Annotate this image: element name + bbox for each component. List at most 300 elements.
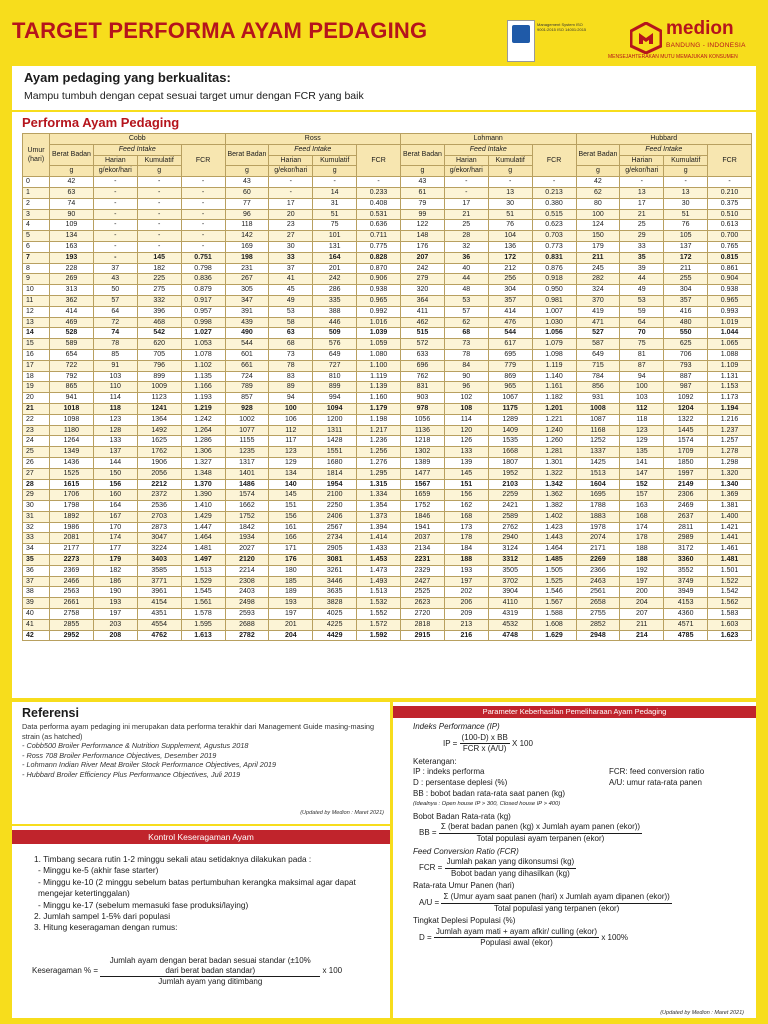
cell-umur: 23	[23, 425, 50, 436]
table-cell: 649	[576, 349, 620, 360]
table-cell: 1.044	[708, 328, 752, 339]
table-cell: -	[444, 187, 488, 198]
d-title: Tingkat Deplesi Populasi (%)	[413, 916, 516, 926]
table-cell: -	[181, 231, 225, 242]
table-cell: 156	[444, 490, 488, 501]
table-cell: 1.217	[357, 425, 401, 436]
table-cell: 419	[576, 306, 620, 317]
table-cell: 589	[50, 339, 94, 350]
table-cell: 42	[50, 177, 94, 188]
table-cell: 1.447	[181, 522, 225, 533]
table-cell: 1.629	[532, 630, 576, 641]
kontrol-heading: Kontrol Keseragaman Ayam	[12, 830, 390, 844]
table-cell: 1.166	[181, 382, 225, 393]
table-cell: 4025	[313, 609, 357, 620]
table-cell: 2214	[225, 565, 269, 576]
table-cell: 57	[444, 306, 488, 317]
table-cell: 320	[401, 285, 445, 296]
table-cell: -	[93, 231, 137, 242]
table-cell: 2037	[401, 533, 445, 544]
bb-formula	[413, 822, 753, 844]
table-cell: 1.276	[357, 457, 401, 468]
cell-umur: 27	[23, 468, 50, 479]
table-cell: 1486	[225, 479, 269, 490]
table-cell: 197	[444, 576, 488, 587]
table-cell: 13	[488, 187, 532, 198]
unit-g-ekor-hari: g/ekor/hari	[269, 166, 313, 177]
table-cell: 1535	[488, 436, 532, 447]
table-cell: 245	[576, 263, 620, 274]
table-cell: 0.408	[357, 198, 401, 209]
bb-denominator: Total populasi ayam terpanen (ekor)	[476, 833, 605, 843]
table-cell: 85	[93, 349, 137, 360]
table-cell: 30	[488, 198, 532, 209]
table-cell: 0.210	[708, 187, 752, 198]
table-row	[23, 274, 752, 285]
table-cell: 1.525	[532, 576, 576, 587]
table-cell: 857	[225, 393, 269, 404]
cell-umur: 14	[23, 328, 50, 339]
table-cell: 3312	[488, 555, 532, 566]
cell-umur: 13	[23, 317, 50, 328]
intro-box	[12, 66, 756, 110]
table-cell: 1.532	[357, 598, 401, 609]
table-cell: 62	[444, 317, 488, 328]
table-cell: 1123	[137, 393, 181, 404]
table-cell: 78	[444, 349, 488, 360]
brand-location: BANDUNG - INDONESIA	[666, 42, 746, 49]
table-cell: 53	[269, 306, 313, 317]
table-cell: 0.828	[357, 252, 401, 263]
table-cell: 1235	[225, 447, 269, 458]
table-cell: 76	[488, 220, 532, 231]
table-cell: 201	[313, 263, 357, 274]
table-cell: 148	[401, 231, 445, 242]
table-cell: 1.464	[532, 544, 576, 555]
table-cell: 4429	[313, 630, 357, 641]
referensi-intro: Data performa ayam pedaging ini merupakan data performa terakhir dari Management Guide masing-masing strain (as hatched)	[22, 722, 375, 741]
table-cell: 2703	[137, 511, 181, 522]
table-cell: 1002	[225, 414, 269, 425]
table-cell: -	[137, 187, 181, 198]
table-cell: 468	[137, 317, 181, 328]
table-cell: 134	[50, 231, 94, 242]
table-cell: 364	[401, 295, 445, 306]
table-cell: 439	[225, 317, 269, 328]
table-cell: 152	[620, 479, 664, 490]
table-cell: 2056	[137, 468, 181, 479]
table-cell: 150	[576, 231, 620, 242]
table-cell: 1067	[488, 393, 532, 404]
cell-umur: 22	[23, 414, 50, 425]
unit-g: g	[137, 166, 181, 177]
table-cell: 1.237	[708, 425, 752, 436]
intro-heading: Ayam pedaging yang berkualitas:	[24, 70, 231, 85]
d-fraction	[434, 927, 599, 949]
kontrol-item: 1. Timbang secara rutin 1-2 minggu sekali atau setidaknya dilakukan pada :	[34, 854, 312, 864]
table-cell: 2231	[401, 555, 445, 566]
table-cell: 2259	[488, 490, 532, 501]
referensi-body	[22, 722, 384, 780]
table-cell: 123	[620, 425, 664, 436]
table-cell: 1.473	[357, 565, 401, 576]
table-cell: 1311	[313, 425, 357, 436]
table-cell: -	[137, 220, 181, 231]
cell-umur: 19	[23, 382, 50, 393]
table-cell: 129	[620, 436, 664, 447]
table-cell: 87	[620, 360, 664, 371]
table-cell: 135	[620, 447, 664, 458]
table-cell: 1204	[664, 403, 708, 414]
table-cell: 174	[620, 522, 664, 533]
table-cell: 1264	[50, 436, 94, 447]
table-cell: 193	[50, 252, 94, 263]
formula-fraction	[100, 956, 320, 986]
table-cell: 789	[225, 382, 269, 393]
table-cell: 1.198	[357, 414, 401, 425]
table-cell: 1.362	[532, 490, 576, 501]
table-cell: 1.080	[357, 349, 401, 360]
col-kumulatif: Kumulatif	[488, 155, 532, 166]
table-cell: 705	[137, 349, 181, 360]
table-row	[23, 263, 752, 274]
table-cell: 179	[93, 555, 137, 566]
table-cell: 793	[664, 360, 708, 371]
table-row	[23, 619, 752, 630]
table-cell: 1.453	[357, 555, 401, 566]
table-cell: 3771	[137, 576, 181, 587]
table-cell: 2027	[225, 544, 269, 555]
referensi-item: - Cobb500 Broiler Performance & Nutrition Supplement, Agustus 2018	[22, 741, 249, 751]
table-cell: 1492	[137, 425, 181, 436]
table-cell: 1551	[313, 447, 357, 458]
table-cell: 1.400	[708, 511, 752, 522]
table-cell: 197	[93, 609, 137, 620]
table-cell: 1.402	[532, 511, 576, 522]
table-cell: -	[664, 177, 708, 188]
table-cell: 391	[225, 306, 269, 317]
table-cell: 1087	[576, 414, 620, 425]
table-cell: 201	[269, 619, 313, 630]
table-cell: 21	[444, 209, 488, 220]
table-cell: 0.879	[181, 285, 225, 296]
table-cell: 1842	[225, 522, 269, 533]
table-row	[23, 414, 752, 425]
table-cell: 197	[620, 576, 664, 587]
table-cell: 779	[488, 360, 532, 371]
table-cell: 0.531	[357, 209, 401, 220]
table-cell: 1662	[225, 501, 269, 512]
performance-heading: Performa Ayam Pedaging	[22, 115, 180, 130]
table-cell: 206	[444, 598, 488, 609]
table-cell: 1056	[401, 414, 445, 425]
table-cell: 0.375	[708, 198, 752, 209]
referensi-item: - Ross 708 Broiler Performance Objectives, Desember 2019	[22, 750, 217, 760]
table-cell: 1567	[401, 479, 445, 490]
table-cell: 209	[444, 609, 488, 620]
table-cell: 94	[620, 371, 664, 382]
table-cell: 118	[620, 414, 664, 425]
ip-label: IP =	[443, 738, 458, 748]
table-cell: 0.700	[708, 231, 752, 242]
table-cell: 0.213	[532, 187, 576, 198]
table-cell: 1625	[137, 436, 181, 447]
table-cell: 4153	[664, 598, 708, 609]
table-cell: 142	[225, 231, 269, 242]
table-cell: 1.461	[708, 544, 752, 555]
table-cell: 1.098	[532, 349, 576, 360]
table-cell: 100	[620, 382, 664, 393]
table-cell: 1814	[313, 468, 357, 479]
table-cell: 696	[401, 360, 445, 371]
table-cell: 170	[93, 522, 137, 533]
table-cell: 2081	[50, 533, 94, 544]
table-cell: 0.917	[181, 295, 225, 306]
certification-text: Management System ISO 9001:2015 ISO 14001:2015	[537, 22, 587, 32]
table-cell: 1.256	[357, 447, 401, 458]
table-cell: 2762	[488, 522, 532, 533]
ket-au: A/U: umur rata-rata panen	[609, 777, 702, 787]
cell-umur: 25	[23, 447, 50, 458]
table-cell: -	[181, 209, 225, 220]
table-cell: 2177	[50, 544, 94, 555]
table-row	[23, 576, 752, 587]
table-cell: 1680	[313, 457, 357, 468]
au-numerator: Σ (Umur ayam saat panen (hari) x Jumlah ayam dipanen (ekor))	[441, 892, 671, 904]
table-cell: 903	[401, 393, 445, 404]
formula-label: Keseragaman % =	[32, 966, 99, 976]
col-harian: Harian	[444, 155, 488, 166]
table-cell: 2905	[313, 544, 357, 555]
table-cell: 20	[269, 209, 313, 220]
table-cell: 184	[444, 544, 488, 555]
table-cell: 1018	[50, 403, 94, 414]
table-cell: 661	[225, 360, 269, 371]
table-cell: 1077	[225, 425, 269, 436]
table-cell: 150	[93, 468, 137, 479]
table-cell: 282	[576, 274, 620, 285]
table-cell: 3585	[137, 565, 181, 576]
table-cell: 0.938	[357, 285, 401, 296]
table-cell: 207	[401, 252, 445, 263]
table-cell: 160	[93, 490, 137, 501]
table-cell: 784	[576, 371, 620, 382]
intro-subheading: Mampu tumbuh dengan cepat sesuai target umur dengan FCR yang baik	[24, 90, 364, 102]
table-cell: 1.027	[181, 328, 225, 339]
table-cell: 4351	[137, 609, 181, 620]
table-cell: 1.603	[708, 619, 752, 630]
kontrol-section	[12, 826, 390, 1018]
table-cell: 177	[93, 544, 137, 555]
table-cell: 212	[488, 263, 532, 274]
referensi-updated: (Updated by Medion : Maret 2021)	[300, 810, 384, 816]
table-cell: 100	[576, 209, 620, 220]
table-cell: 211	[664, 263, 708, 274]
table-cell: -	[181, 220, 225, 231]
table-cell: 0.510	[708, 209, 752, 220]
unit-g: g	[488, 166, 532, 177]
table-cell: 1.056	[532, 328, 576, 339]
table-cell: 2498	[225, 598, 269, 609]
table-cell: 144	[93, 457, 137, 468]
table-cell: 203	[93, 619, 137, 630]
table-cell: 1.286	[181, 436, 225, 447]
cell-umur: 37	[23, 576, 50, 587]
ip-multiplier: X 100	[512, 738, 533, 748]
table-cell: 202	[444, 587, 488, 598]
cell-umur: 3	[23, 209, 50, 220]
table-cell: 1615	[50, 479, 94, 490]
table-cell: 172	[664, 252, 708, 263]
table-cell: 32	[444, 241, 488, 252]
table-cell: 17	[269, 198, 313, 209]
col-berat-badan: Berat Badan	[225, 144, 269, 166]
table-cell: 1.561	[181, 598, 225, 609]
table-cell: 176	[269, 555, 313, 566]
table-cell: 188	[620, 555, 664, 566]
table-cell: 1997	[664, 468, 708, 479]
table-cell: 0.950	[532, 285, 576, 296]
col-fcr: FCR	[181, 144, 225, 176]
header	[0, 0, 768, 62]
table-cell: 48	[444, 285, 488, 296]
table-cell: 3505	[488, 565, 532, 576]
table-cell: 4748	[488, 630, 532, 641]
table-cell: 1.334	[357, 490, 401, 501]
table-cell: 1.608	[532, 619, 576, 630]
fcr-fraction	[445, 857, 577, 879]
table-cell: 189	[269, 587, 313, 598]
table-cell: 304	[664, 285, 708, 296]
table-cell: 3446	[313, 576, 357, 587]
table-cell: 792	[50, 371, 94, 382]
table-cell: 0.870	[357, 263, 401, 274]
cell-umur: 7	[23, 252, 50, 263]
table-row	[23, 382, 752, 393]
table-cell: 0.831	[532, 252, 576, 263]
table-row	[23, 501, 752, 512]
table-cell: 899	[137, 371, 181, 382]
ket-note: (Idealnya : Open house IP > 300, Closed house IP > 400)	[413, 801, 561, 808]
table-row	[23, 555, 752, 566]
ket-row	[413, 778, 753, 789]
table-cell: 2873	[137, 522, 181, 533]
table-cell: 188	[620, 544, 664, 555]
unit-g-ekor-hari: g/ekor/hari	[620, 166, 664, 177]
table-cell: 1850	[664, 457, 708, 468]
table-cell: 715	[576, 360, 620, 371]
table-cell: 0.711	[357, 231, 401, 242]
table-cell: 1952	[488, 468, 532, 479]
table-cell: 1.053	[181, 339, 225, 350]
table-cell: 75	[620, 339, 664, 350]
table-cell: 163	[50, 241, 94, 252]
table-cell: 1.443	[532, 533, 576, 544]
table-cell: 162	[444, 501, 488, 512]
table-cell: 0.636	[357, 220, 401, 231]
table-cell: 2421	[488, 501, 532, 512]
table-cell: 1.306	[181, 447, 225, 458]
table-cell: 2469	[664, 501, 708, 512]
bb-label: BB =	[419, 828, 437, 838]
page-title: TARGET PERFORMA AYAM PEDAGING	[12, 18, 428, 43]
table-cell: 1241	[137, 403, 181, 414]
table-cell: 941	[50, 393, 94, 404]
kontrol-item: - Minggu ke-10 (2 minggu sebelum batas pertumbuhan kerangka maksimal agar dapat mengejar ketertinggalan)	[38, 876, 356, 899]
table-cell: 193	[93, 598, 137, 609]
table-cell: 1.236	[357, 436, 401, 447]
table-cell: 161	[269, 522, 313, 533]
table-cell: 114	[93, 393, 137, 404]
table-cell: -	[181, 241, 225, 252]
table-cell: 304	[488, 285, 532, 296]
table-cell: 1.221	[532, 414, 576, 425]
table-cell: 411	[401, 306, 445, 317]
table-cell: 899	[313, 382, 357, 393]
table-row	[23, 447, 752, 458]
table-cell: 1.369	[708, 490, 752, 501]
table-cell: 1.433	[357, 544, 401, 555]
table-cell: 515	[401, 328, 445, 339]
table-cell: 3702	[488, 576, 532, 587]
table-cell: 176	[401, 241, 445, 252]
table-cell: 4762	[137, 630, 181, 641]
ket-title: Keterangan:	[413, 756, 457, 766]
cell-umur: 39	[23, 598, 50, 609]
formula-denominator: Jumlah ayam yang ditimbang	[158, 977, 263, 986]
table-cell: 1155	[225, 436, 269, 447]
cell-umur: 38	[23, 587, 50, 598]
table-cell: 2369	[50, 565, 94, 576]
table-cell: 2466	[50, 576, 94, 587]
table-cell: 362	[50, 295, 94, 306]
table-cell: 1.529	[181, 576, 225, 587]
cell-umur: 1	[23, 187, 50, 198]
table-row	[23, 587, 752, 598]
table-cell: 928	[225, 403, 269, 414]
table-cell: 94	[269, 393, 313, 404]
table-cell: 865	[50, 382, 94, 393]
table-cell: 120	[444, 425, 488, 436]
table-cell: 2406	[313, 511, 357, 522]
table-cell: 1.173	[708, 393, 752, 404]
table-cell: 256	[488, 274, 532, 285]
table-cell: 1709	[664, 447, 708, 458]
table-cell: 1180	[50, 425, 94, 436]
table-cell: -	[269, 177, 313, 188]
table-cell: 335	[313, 295, 357, 306]
table-cell: 106	[269, 414, 313, 425]
table-cell: 29	[620, 231, 664, 242]
table-cell: 140	[269, 479, 313, 490]
table-cell: 1.501	[708, 565, 752, 576]
table-cell: 14	[313, 187, 357, 198]
table-cell: 145	[137, 252, 181, 263]
ket-row	[413, 767, 753, 778]
col-harian: Harian	[269, 155, 313, 166]
table-cell: 0.233	[357, 187, 401, 198]
table-cell: 131	[313, 241, 357, 252]
table-cell: 1574	[664, 436, 708, 447]
au-title: Rata-rata Umur Panen (hari)	[413, 881, 515, 891]
table-row	[23, 630, 752, 641]
table-cell: 74	[50, 198, 94, 209]
table-cell: 13	[664, 187, 708, 198]
kontrol-body	[34, 854, 384, 934]
table-cell: 190	[93, 587, 137, 598]
table-cell: 0.613	[708, 220, 752, 231]
table-cell: 1.315	[357, 479, 401, 490]
